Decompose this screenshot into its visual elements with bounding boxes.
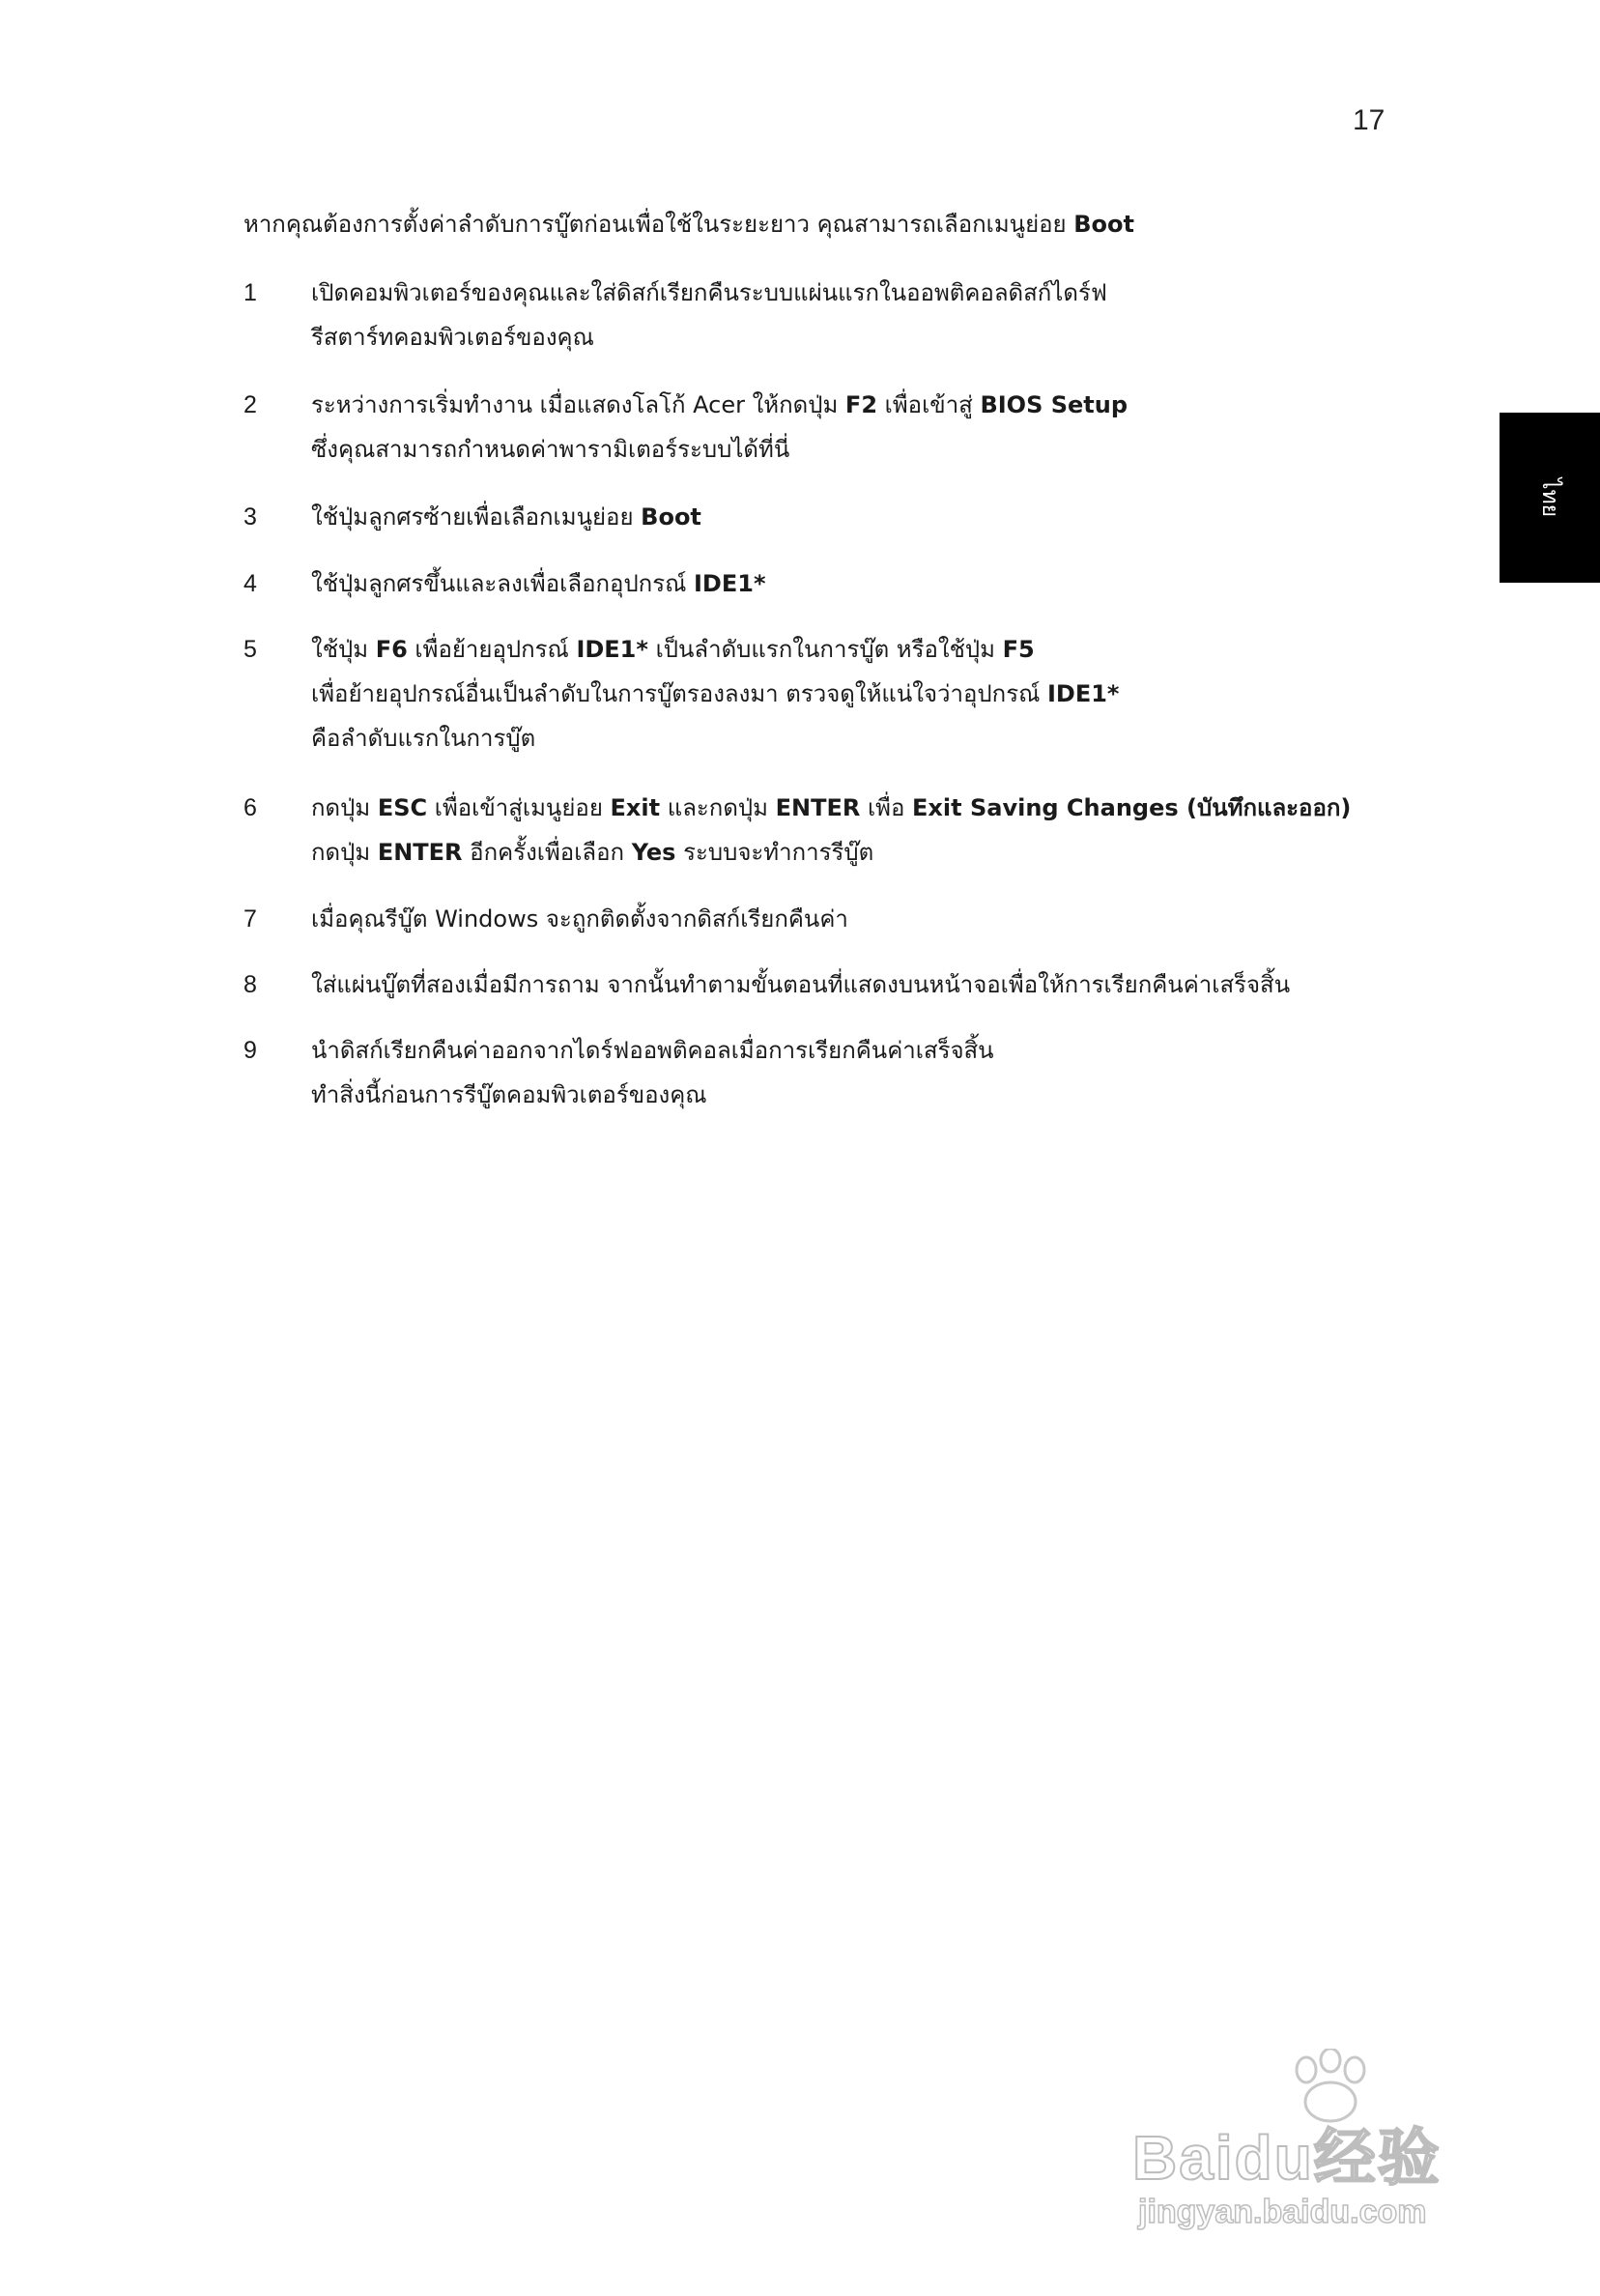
step-text: [311, 1028, 994, 1117]
baidu-watermark: [1132, 2049, 1509, 2230]
step-number: 1: [243, 279, 257, 306]
step-line: เมื่อคุณรีบู๊ต Windows จะถูกติดตั้งจากดิสก์เรียกคืนค่า: [311, 905, 848, 933]
step-number: 7: [243, 905, 257, 933]
watermark-logo: Baidu经验: [1132, 2123, 1442, 2193]
key-label: F5: [1002, 636, 1035, 663]
menu-label: Exit: [610, 794, 661, 821]
step-line: [311, 383, 1128, 427]
step-number: 8: [243, 971, 257, 998]
step-number: 5: [243, 636, 257, 663]
step-text-run: เพื่อย้ายอุปกรณ์อื่นเป็นลำดับในการบู๊ตรองลงมา ตรวจดูให้แน่ใจว่าอุปกรณ์: [311, 680, 1047, 707]
intro-text: หากคุณต้องการตั้งค่าลำดับการบู๊ตก่อนเพื่อใช้ในระยะยาว คุณสามารถเลือกเมนูย่อย: [243, 211, 1074, 238]
step-number: 2: [243, 391, 257, 418]
step-line: [311, 495, 701, 539]
menu-option-label: Exit Saving Changes (บันทึกและออก): [912, 794, 1352, 821]
step-line: [311, 786, 1351, 830]
key-label: F6: [375, 636, 408, 663]
step-line: [311, 830, 1351, 875]
watermark-url: jingyan.baidu.com: [1138, 2194, 1427, 2230]
intro-bold: Boot: [1073, 211, 1134, 238]
step-text-run: ใช้ปุ่ม: [311, 636, 376, 663]
step-text: [311, 786, 1351, 875]
step-line: ใส่แผ่นบู๊ตที่สองเมื่อมีการถาม จากนั้นทำตามขั้นตอนที่แสดงบนหน้าจอเพื่อให้การเรียกคืนค่าเสร็จสิ้น: [311, 971, 1291, 998]
step-number: 3: [243, 503, 257, 531]
step-line: [311, 672, 1119, 716]
key-label: F2: [844, 391, 878, 418]
language-tab-label: ไทย: [1537, 477, 1562, 518]
step-text-run: ใช้ปุ่มลูกศรขึ้นและลงเพื่อเลือกอุปกรณ์: [311, 570, 694, 597]
key-label: ENTER: [377, 839, 463, 866]
step-text-run: เพื่อเข้าสู่เมนูย่อย: [427, 794, 611, 821]
step-text: [311, 561, 766, 606]
step-text-run: และกดปุ่ม: [660, 794, 776, 821]
menu-label: Boot: [641, 503, 701, 531]
menu-label: BIOS Setup: [980, 391, 1129, 418]
device-label: IDE1*: [694, 570, 766, 597]
step-line: ซึ่งคุณสามารถกำหนดค่าพารามิเตอร์ระบบได้ที่นี่: [311, 436, 790, 463]
step-text: [311, 383, 1128, 472]
device-label: IDE1*: [576, 636, 648, 663]
step-text-run: ใช้ปุ่มลูกศรซ้ายเพื่อเลือกเมนูย่อย: [311, 503, 642, 531]
step-number: 9: [243, 1037, 257, 1064]
language-side-tab: [1500, 413, 1600, 583]
device-label: IDE1*: [1046, 680, 1120, 707]
step-text-run: กดปุ่ม: [311, 839, 378, 866]
step-line: [311, 561, 766, 606]
step-line: [311, 627, 1119, 672]
key-label: ENTER: [775, 794, 861, 821]
step-text: [311, 627, 1119, 761]
step-text-run: เพื่อย้ายอุปกรณ์: [407, 636, 577, 663]
option-label: Yes: [631, 839, 676, 866]
step-text-run: ระหว่างการเริ่มทำงาน เมื่อแสดงโลโก้ Acer ให้กดปุ่ม: [311, 391, 845, 418]
step-text: [311, 495, 701, 539]
step-line: เปิดคอมพิวเตอร์ของคุณและใส่ดิสก์เรียกคืนระบบแผ่นแรกในออพติคอลดิสก์ไดร์ฟ: [311, 279, 1107, 306]
step-text: [311, 962, 1290, 1007]
intro-paragraph: [243, 209, 1403, 240]
page-number: 17: [1353, 104, 1386, 136]
step-text-run: เพื่อเข้าสู่: [877, 391, 981, 418]
step-line: คือลำดับแรกในการบู๊ต: [311, 725, 536, 752]
step-text-run: อีกครั้งเพื่อเลือก: [462, 839, 632, 866]
key-label: ESC: [377, 794, 428, 821]
step-text-run: ระบบจะทำการรีบู๊ต: [675, 839, 874, 866]
step-text-run: เป็นลำดับแรกในการบู๊ต หรือใช้ปุ่ม: [647, 636, 1003, 663]
step-line: ทำสิ่งนี้ก่อนการรีบู๊ตคอมพิวเตอร์ของคุณ: [311, 1081, 707, 1108]
step-line: นำดิสก์เรียกคืนค่าออกจากไดร์ฟออพติคอลเมื่อการเรียกคืนค่าเสร็จสิ้น: [311, 1037, 994, 1064]
step-text: [311, 897, 848, 941]
step-text-run: กดปุ่ม: [311, 794, 378, 821]
step-line: รีสตาร์ทคอมพิวเตอร์ของคุณ: [311, 324, 594, 351]
step-text-run: เพื่อ: [860, 794, 913, 821]
step-number: 4: [243, 570, 257, 597]
step-text: [311, 271, 1107, 359]
step-number: 6: [243, 794, 257, 821]
